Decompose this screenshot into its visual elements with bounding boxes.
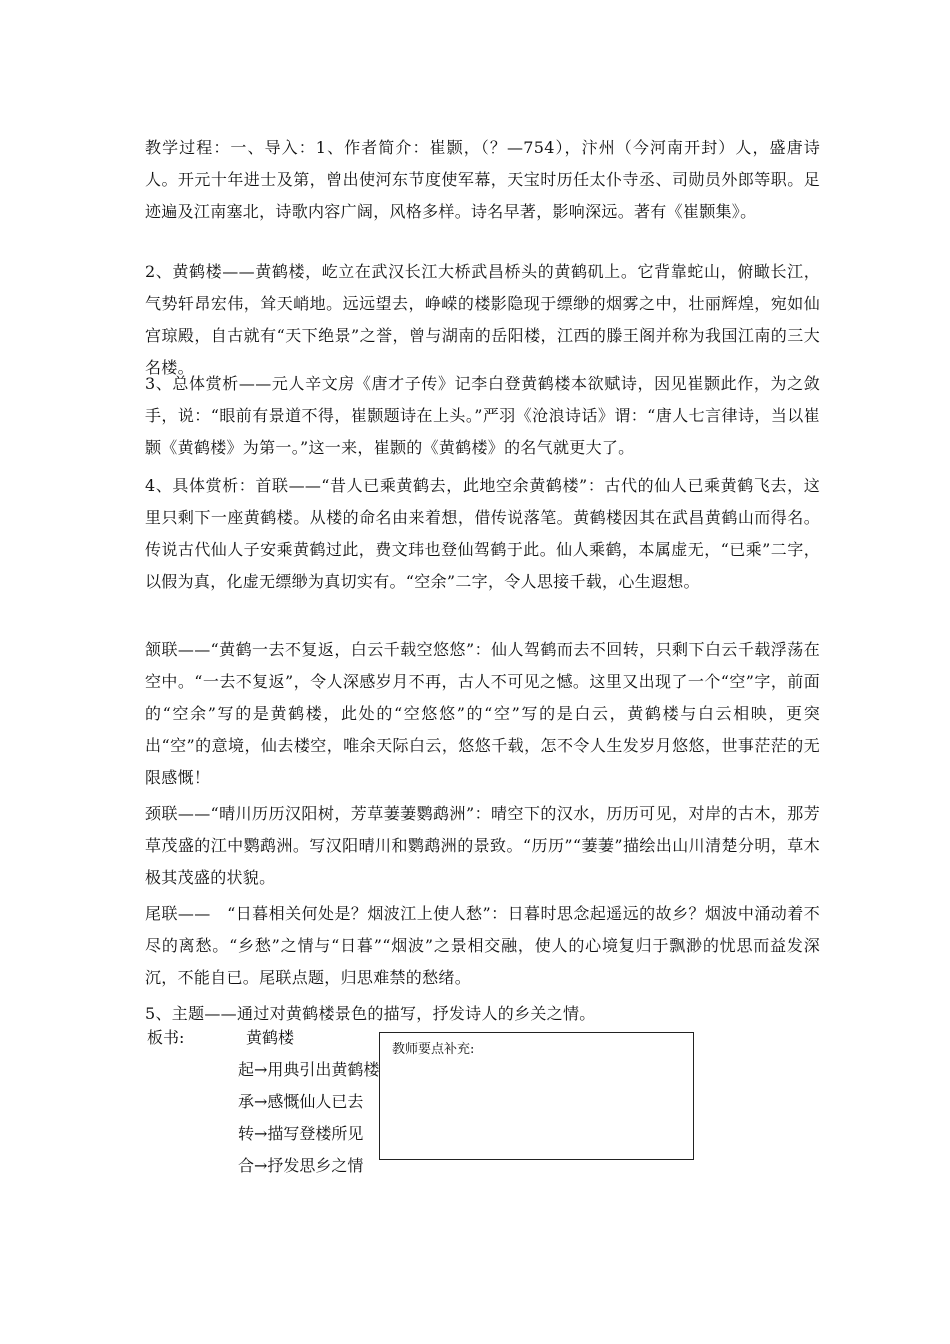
- board-outline: [238, 1054, 398, 1182]
- board-line-he: 合→抒发思乡之情: [238, 1156, 364, 1175]
- teacher-notes-label: 教师要点补充:: [392, 1042, 475, 1057]
- paragraph-overall-appreciation: 3、总体赏析——元人辛文房《唐才子传》记李白登黄鹤楼本欲赋诗，因见崔颢此作，为之敛手，说：“眼前有景道不得，崔颢题诗在上头。”严羽《沧浪诗话》谓：“唐人七言律诗，当以崔颢《黄鹤楼》为第一。”这一来，崔颢的《黄鹤楼》的名气就更大了。: [145, 374, 820, 457]
- paragraph-second-couplet: 颔联——“黄鹤一去不复返，白云千载空悠悠”：仙人驾鹤而去不回转，只剩下白云千载浮荡在空中。“一去不复返”，令人深感岁月不再，古人不可见之憾。这里又出现了一个“空”字，前面的“空余”写的是黄鹤楼，此处的“空悠悠”的“空”写的是白云，黄鹤楼与白云相映，更突出“空”的意境，仙去楼空，唯余天际白云，悠悠千载，怎不令人生发岁月悠悠，世事茫茫的无限感慨！: [145, 640, 820, 787]
- board-label: 板书:: [147, 1028, 185, 1047]
- board-line-cheng: 承→感慨仙人已去: [238, 1092, 364, 1111]
- board-line-qi: 起→用典引出黄鹤楼: [238, 1060, 380, 1079]
- paragraph-theme: 5、主题——通过对黄鹤楼景色的描写，抒发诗人的乡关之情。: [145, 1004, 596, 1023]
- board-title: 黄鹤楼: [246, 1028, 295, 1047]
- teacher-notes-box[interactable]: [379, 1032, 694, 1160]
- board-line-zhuan: 转→描写登楼所见: [238, 1124, 364, 1143]
- paragraph-yellow-crane-tower: 2、黄鹤楼——黄鹤楼，屹立在武汉长江大桥武昌桥头的黄鹤矶上。它背靠蛇山，俯瞰长江，气势轩昂宏伟，耸天峭地。远远望去，峥嵘的楼影隐现于缥缈的烟雾之中，壮丽辉煌，宛如仙宫琼殿，自古就有“天下绝景”之誉，曾与湖南的岳阳楼，江西的滕王阁并称为我国江南的三大名楼。: [145, 262, 820, 377]
- paragraph-third-couplet: 颈联——“晴川历历汉阳树，芳草萋萋鹦鹉洲”：晴空下的汉水，历历可见，对岸的古木，那芳草茂盛的江中鹦鹉洲。写汉阳晴川和鹦鹉洲的景致。“历历”“萋萋”描绘出山川清楚分明，草木极其茂盛的状貌。: [145, 804, 820, 887]
- paragraph-author-intro: 教学过程：一、导入：1、作者简介：崔颢，（？—754），汴州（今河南开封）人，盛唐诗人。开元十年进士及第，曾出使河东节度使军幕，天宝时历任太仆寺丞、司勋员外郎等职。足迹遍及江南塞北，诗歌内容广阔，风格多样。诗名早著，影响深远。著有《崔颢集》。: [145, 138, 820, 221]
- paragraph-first-couplet: 4、具体赏析：首联——“昔人已乘黄鹤去，此地空余黄鹤楼”：古代的仙人已乘黄鹤飞去，这里只剩下一座黄鹤楼。从楼的命名由来着想，借传说落笔。黄鹤楼因其在武昌黄鹤山而得名。传说古代仙人子安乘黄鹤过此，费文玮也登仙驾鹤于此。仙人乘鹤，本属虚无，“已乘”二字，以假为真，化虚无缥缈为真切实有。“空余”二字，令人思接千载，心生遐想。: [145, 476, 820, 591]
- paragraph-final-couplet: 尾联—— “日暮相关何处是？烟波江上使人愁”：日暮时思念起遥远的故乡？烟波中涌动着不尽的离愁。“乡愁”之情与“日暮”“烟波”之景相交融，使人的心境复归于飘渺的忧思而益发深沉，不能自已。尾联点题，归思难禁的愁绪。: [145, 904, 820, 987]
